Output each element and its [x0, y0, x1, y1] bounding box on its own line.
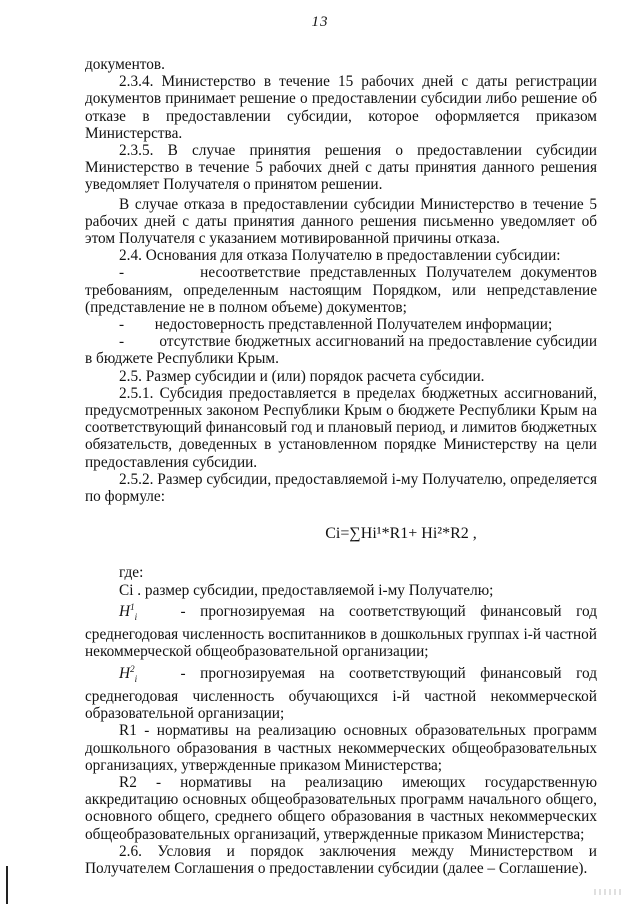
- bullet-text: отсутствие бюджетных ассигнований на предоставление субсидии в бюджете Республики Крым.: [85, 333, 598, 368]
- document-body: [85, 56, 597, 877]
- formula: Ci=∑Hi¹*R1+ Hi²*R2 ,: [325, 525, 477, 543]
- page-number: 13: [311, 14, 329, 30]
- bullet-item: [85, 333, 597, 367]
- definition: R1 - нормативы на реализацию основных образовательных программ дошкольного образования в частных некоммерческих общеобразовательных организациях, утвержденные приказом Министерства;: [85, 722, 597, 774]
- definition: [85, 599, 597, 661]
- paragraph: 2.5. Размер субсидии и (или) порядок расчета субсидии.: [119, 367, 485, 385]
- bullet-item: [85, 316, 597, 333]
- paragraph: В случае отказа в предоставлении субсидии Министерство в течение 5 рабочих дней с даты принятия данного решения письменно уведомляет об этом Получателя с указанием мотивированной причины отказа.: [85, 195, 597, 248]
- bullet-text: несоответствие представленных Получателем документов требованиям, определенным настоящим Порядком, или непредставление (представление не в полном объеме) документов;: [85, 264, 598, 316]
- scan-smudge: [594, 889, 624, 895]
- h2-symbol: $H^2_i$: [119, 663, 138, 684]
- definition: [85, 661, 597, 723]
- definition-text: - прогнозируемая на соответствующий финансовый год среднегодовая численность обучающихся i-й частной некоммерческой образовательной организации;: [85, 664, 597, 723]
- definition: Ci . размер субсидии, предоставляемой i-му Получателю;: [119, 581, 494, 599]
- bullet-item: [85, 264, 597, 316]
- where-label: где:: [119, 564, 144, 582]
- bullet-dash: -: [119, 316, 125, 334]
- paragraph: документов.: [85, 56, 165, 73]
- paragraph: 2.5.1. Субсидия предоставляется в пределах бюджетных ассигнований, предусмотренных законом Республики Крым о бюджете Республики Крым на соответствующий финансовый год и плановый период, и лимитов бюджетных обязательств, доведенных в установленном порядке Министерству на цели предоставления субсидии.: [85, 384, 597, 471]
- definition-text: - прогнозируемая на соответствующий финансовый год среднегодовая численность воспитанников в дошкольных группах i-й частной некоммерческой общеобразовательной организации;: [85, 602, 597, 661]
- bullet-text: недостоверность представленной Получателем информации;: [154, 316, 553, 334]
- scan-margin-mark: [6, 866, 8, 904]
- paragraph: 2.4. Основания для отказа Получателю в предоставлении субсидии:: [119, 247, 561, 265]
- paragraph: 2.5.2. Размер субсидии, предоставляемой i-му Получателю, определяется по формуле:: [85, 470, 597, 506]
- h1-symbol: $H^1_i$: [119, 601, 138, 623]
- paragraph: 2.3.4. Министерство в течение 15 рабочих дней с даты регистрации документов принимает решение о предоставлении субсидии либо решение об отказе в предоставлении субсидии, которое оформляется приказом Министерства.: [85, 73, 597, 142]
- bullet-dash: -: [119, 264, 125, 282]
- bullet-dash: -: [119, 333, 125, 351]
- paragraph: 2.6. Условия и порядок заключения между Министерством и Получателем Соглашения о предоставлении субсидии (далее – Соглашение).: [85, 842, 597, 878]
- paragraph: 2.3.5. В случае принятия решения о предоставлении субсидии Министерство в течение 5 рабочих дней с даты принятия данного решения уведомляет Получателя о принятом решении.: [85, 142, 597, 194]
- definition: R2 - нормативы на реализацию имеющих государственную аккредитацию основных общеобразовательных программ начального общего, основного общего, среднего общего образования в частных некоммерческих общеобразовательных организаций, утвержденные приказом Министерства;: [85, 774, 597, 843]
